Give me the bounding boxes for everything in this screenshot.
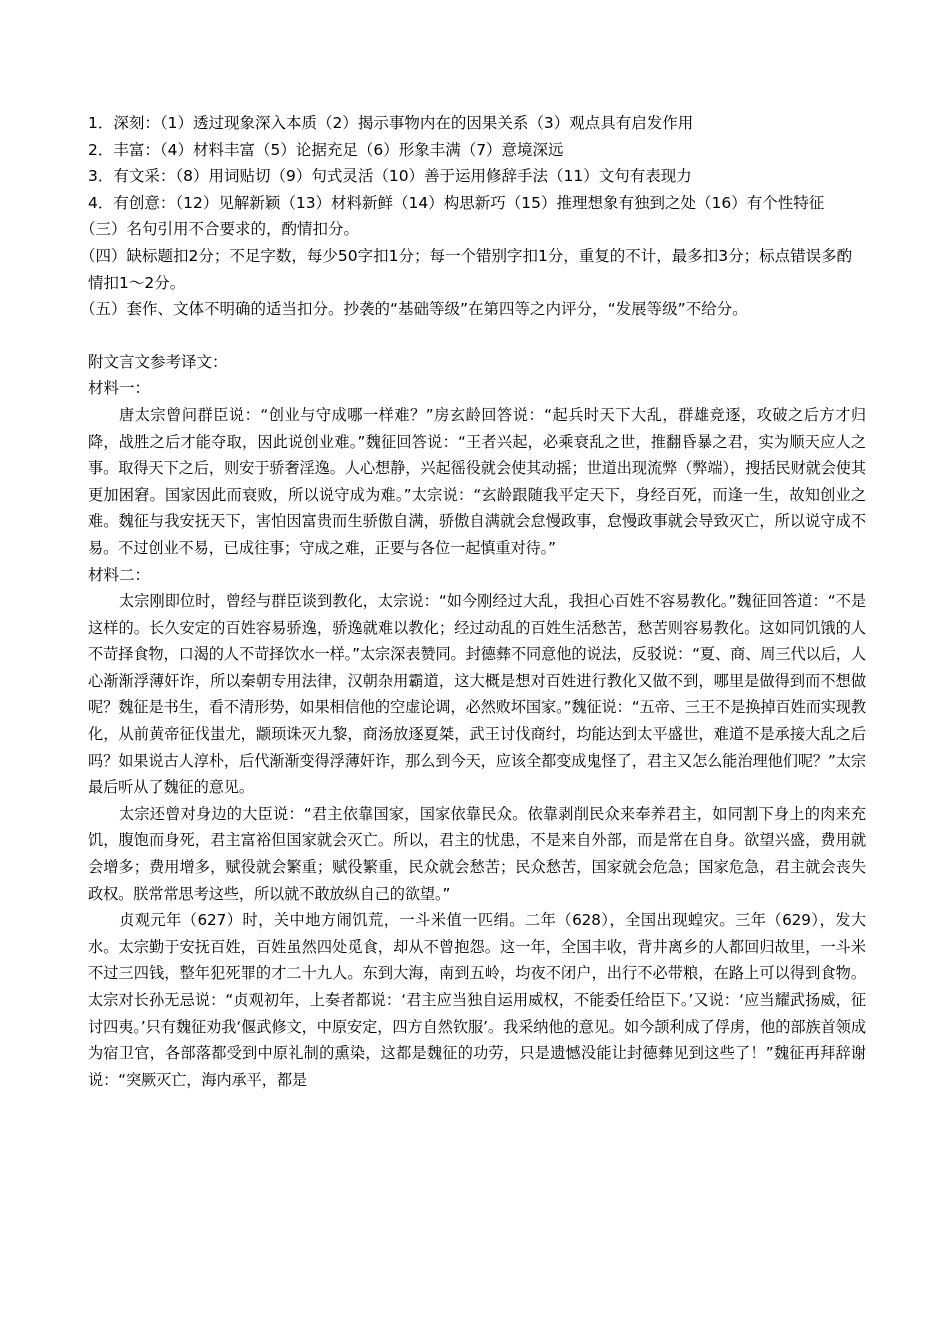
material2-paragraph: 太宗刚即位时，曾经与群臣谈到教化，太宗说：“如今刚经过大乱，我担心百姓不容易教化。”魏征回答道：“不是这样的。长久安定的百姓容易骄逸，骄逸就难以教化；经过动乱的百姓生活愁苦，愁苦则容易教化。这如同饥饿的人不苛择食物，口渴的人不苛择饮水一样。”太宗深表赞同。封德彝不同意他的说法，反驳说：“夏、商、周三代以后，人心渐渐浮薄奸诈，所以秦朝专用法律，汉朝杂用霸道，这大概是想对百姓进行教化又做不到，哪里是做得到而不想做呢？魏征是书生，看不清形势，如果相信他的空虚论调，必然败坏国家。”魏征说：“五帝、三王不是换掉百姓而实现教化，从前黄帝征伐蚩尤，颛顼诛灭九黎，商汤放逐夏桀，武王讨伐商纣，均能达到太平盛世，难道不是承接大乱之后吗？如果说古人淳朴，后代渐渐变得浮薄奸诈，那么到今天，应该全都变成鬼怪了，君主又怎么能治理他们呢？”太宗最后听从了魏征的意见。 (88, 592, 866, 797)
material2-paragraph: 贞观元年（627）时，关中地方闹饥荒，一斗米值一匹绢。二年（628），全国出现蝗灾。三年（629），发大水。太宗勤于安抚百姓，百姓虽然四处觅食，却从不曾抱怨。这一年，全国丰收，背井离乡的人都回归故里，一斗米不过三四钱，整年犯死罪的才二十九人。东到大海，南到五岭，均夜不闭户，出行不必带粮，在路上可以得到食物。太宗对长孙无忌说：“贞观初年，上奏者都说：‘君主应当独自运用威权，不能委任给臣下。’又说：‘应当耀武扬威，征讨四夷。’只有魏征劝我‘偃武修文，中原安定，四方自然钦服’。我采纳他的意见。如今颉利成了俘虏，他的部族首领成为宿卫官，各部落都受到中原礼制的熏染，这都是魏征的功劳，只是遗憾没能让封德彝见到这些了！”魏征再拜辞谢说：“突厥灭亡，海内承平，都是 (88, 911, 866, 1089)
criterion-literary: 3．有文采：（8）用词贴切（9）句式灵活（10）善于运用修辞手法（11）文句有表现力 (88, 167, 692, 186)
material1-paragraph: 唐太宗曾问群臣说：“创业与守成哪一样难？”房玄龄回答说：“起兵时天下大乱，群雄竞逐，攻破之后方才归降，战胜之后才能夺取，因此说创业难。”魏征回答说：“王者兴起，必乘衰乱之世，推翻昏暴之君，实为顺天应人之事。取得天下之后，则安于骄奢淫逸。人心想静，兴起徭役就会使其动摇；世道出现流弊（弊端），搜括民财就会使其更加困窘。国家因此而衰败，所以说守成为难。”太宗说：“玄龄跟随我平定天下，身经百死，而逢一生，故知创业之难。魏征与我安抚天下，害怕因富贵而生骄傲自满，骄傲自满就会怠慢政事，怠慢政事就会导致灭亡，所以说守成不易。不过创业不易，已成往事；守成之难，正要与各位一起慎重对待。” (88, 405, 866, 557)
material2-paragraph: 太宗还曾对身边的大臣说：“君主依靠国家，国家依靠民众。依靠剥削民众来奉养君主，如同割下身上的肉来充饥，腹饱而身死，君主富裕但国家就会灭亡。所以，君主的忧患，不是来自外部，而是常在自身。欲望兴盛，费用就会增多；费用增多，赋役就会繁重；赋役繁重，民众就会愁苦；民众愁苦，国家就会危急；国家危急，君主就会丧失政权。朕常常思考这些，所以就不敢放纵自己的欲望。” (88, 804, 866, 903)
note-quotation: （三）名句引用不合要求的，酌情扣分。 (80, 220, 360, 239)
document-page (80, 110, 866, 1093)
criterion-deep: 1．深刻：（1）透过现象深入本质（2）揭示事物内在的因果关系（3）观点具有启发作用 (88, 114, 694, 132)
section-gap (88, 323, 866, 349)
criterion-rich: 2．丰富：（4）材料丰富（5）论据充足（6）形象丰满（7）意境深远 (88, 140, 564, 159)
note-deductions: （四）缺标题扣2分；不足字数，每少50字扣1分；每一个错别字扣1分，重复的不计，最多扣3分；标点错误多酌情扣1～2分。 (80, 246, 853, 292)
criterion-creative: 4．有创意：（12）见解新颖（13）材料新鲜（14）构思新巧（15）推理想象有独到之处（16）有个性特征 (88, 193, 825, 212)
note-plagiarism: （五）套作、文体不明确的适当扣分。抄袭的“基础等级”在第四等之内评分，“发展等级”不给分。 (80, 300, 748, 319)
material1-heading: 材料一： (88, 379, 151, 398)
appendix-heading: 附文言文参考译文： (88, 352, 228, 371)
material2-heading: 材料二： (88, 565, 151, 584)
